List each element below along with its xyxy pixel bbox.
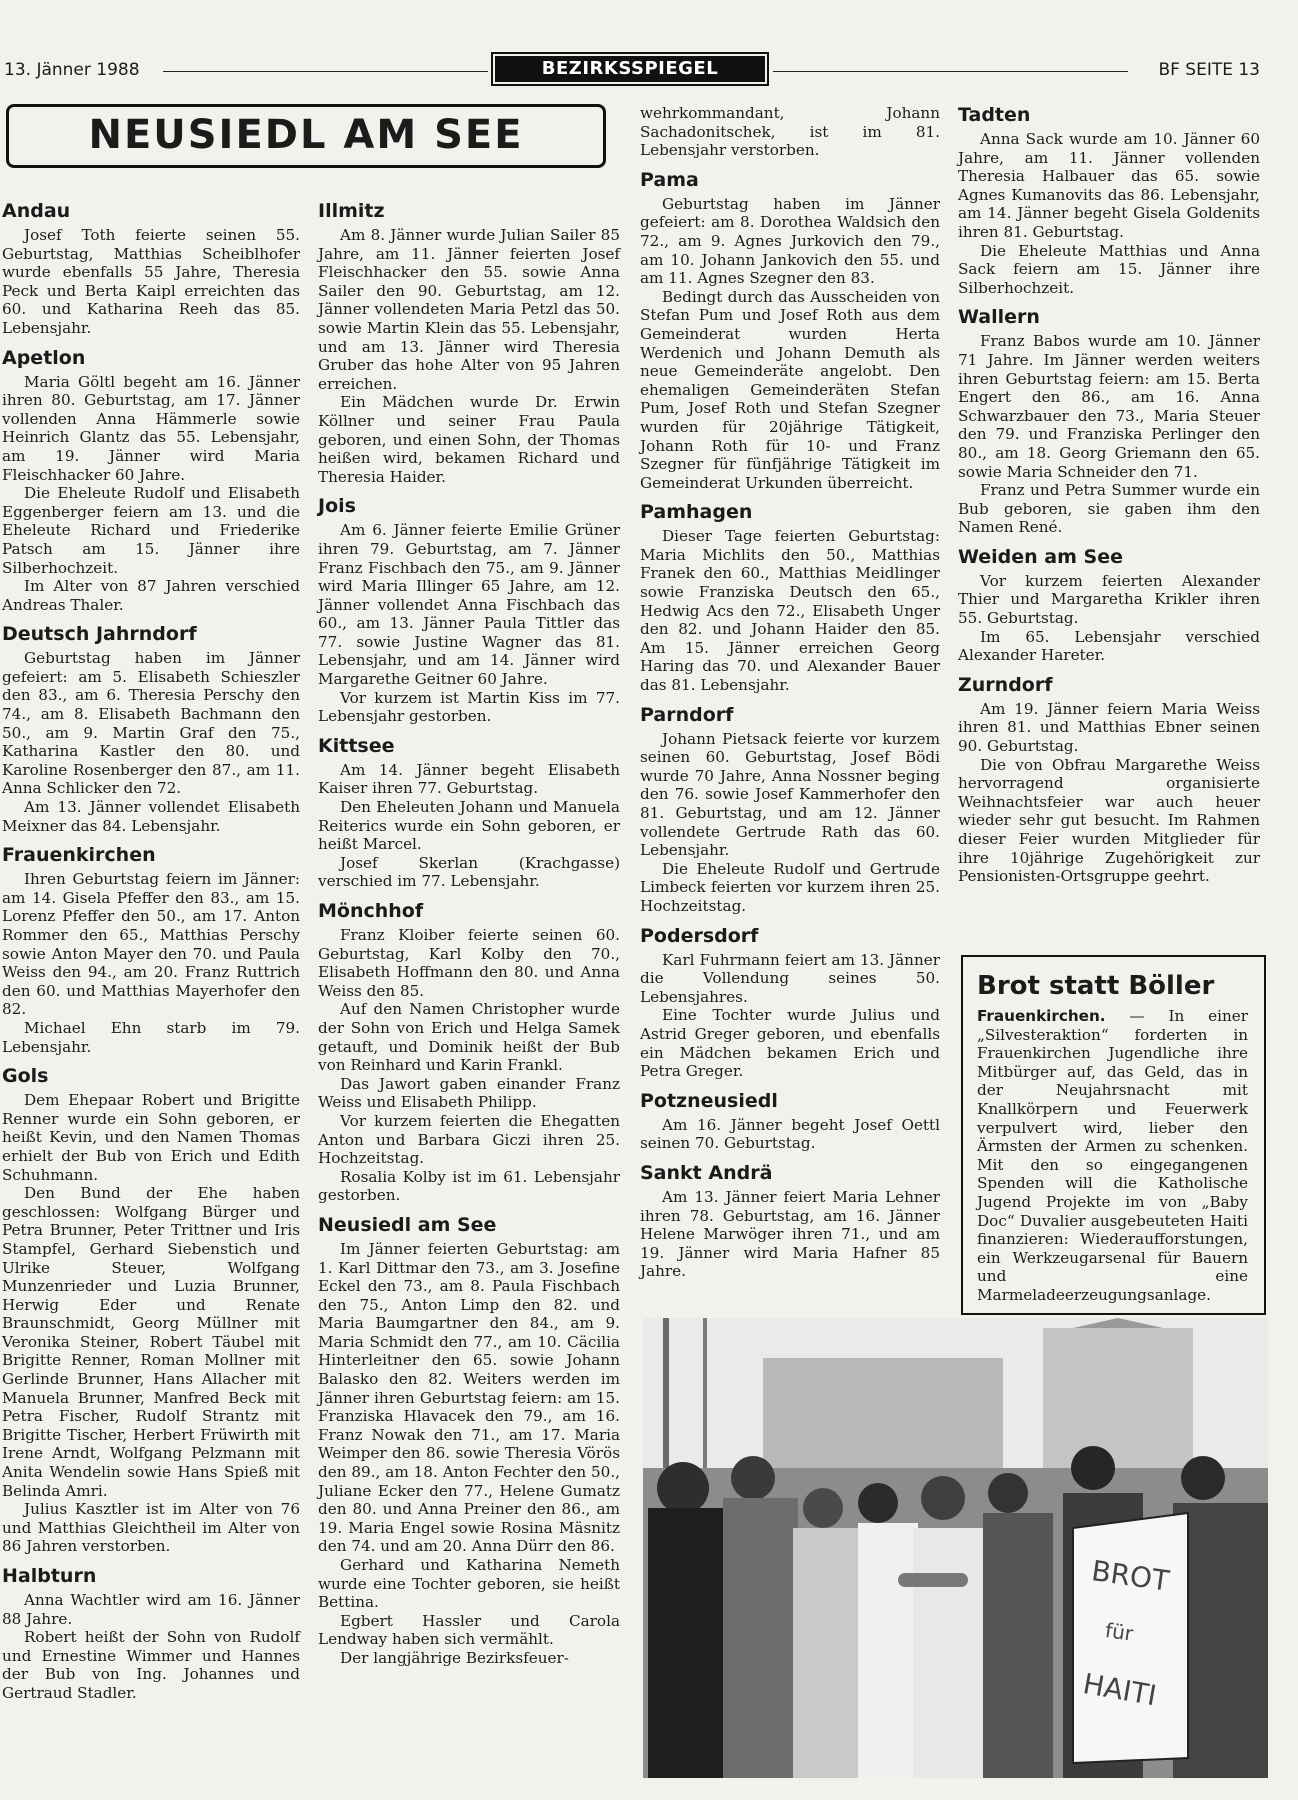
article-paragraph: Vor kurzem feierten die Ehegatten Anton und Barbara Giczi ihren 25. Hochzeitstag.	[318, 1111, 620, 1168]
article-paragraph: Michael Ehn starb im 79. Lebensjahr.	[2, 1018, 300, 1056]
header-rule-right	[773, 71, 1128, 72]
story-body	[977, 1007, 1248, 1305]
article-paragraph: Ein Mädchen wurde Dr. Erwin Köllner und seiner Frau Paula geboren, und einen Sohn, der Thomas heißen wird, bekamen Richard und Theresia Haider.	[318, 393, 620, 486]
article-paragraph: Im Jänner feierten Geburtstag: am 1. Karl Dittmar den 73., am 3. Josefine Eckel den 73., am 8. Paula Fischbach den 75., Anton Limp den 82. und Maria Baumgartner den 84., am 9. Maria Schmidt den 77., am 10. Cäcilia Hinterleitner den 65. sowie Johann Balasko den 82. Weiters werden im Jänner ihren Geburtstag feiern: am 15. Franziska Hlavacek den 79., am 16. Franz Nowak den 71., am 17. Maria Weimper den 86. sowie Theresia Vörös den 89., am 18. Anton Fechter den 50., Juliane Ecker den 77., Helene Gumatz den 80. und Anna Preiner den 86., am 19. Maria Engel sowie Rosina Mäsnitz den 74. und am 20. Anna Dürr den 86.	[318, 1239, 620, 1556]
section-heading: Illmitz	[318, 200, 385, 222]
section-label-text: BEZIRKSSPIEGEL	[495, 56, 765, 82]
article-paragraph: Egbert Hassler und Carola Lendway haben sich vermählt.	[318, 1611, 620, 1649]
article-paragraph: Der langjährige Bezirksfeuer-	[340, 1648, 569, 1667]
section-heading: Halbturn	[2, 1565, 97, 1587]
article-paragraph: Das Jawort gaben einander Franz Weiss und Elisabeth Philipp.	[318, 1074, 620, 1112]
article-paragraph: Die Eheleute Matthias und Anna Sack feiern am 15. Jänner ihre Silberhochzeit.	[958, 241, 1260, 297]
article-paragraph: Am 16. Jänner begeht Josef Oettl seinen 70. Geburtstag.	[640, 1115, 940, 1153]
article-paragraph: Josef Toth feierte seinen 55. Geburtstag, Matthias Scheiblhofer wurde ebenfalls 55 Jahre, Theresia Peck und Berta Kaipl erreichten das 60. und Katharina Reeh das 85. Lebensjahr.	[2, 226, 300, 337]
section-heading: Apetlon	[2, 346, 86, 369]
section-heading: Andau	[2, 200, 71, 222]
article-paragraph: Im 65. Lebensjahr verschied Alexander Hareter.	[958, 627, 1260, 665]
section-heading: Weiden am See	[958, 545, 1123, 568]
article-paragraph: Franz und Petra Summer wurde ein Bub geboren, sie gaben ihm den Namen René.	[958, 481, 1260, 537]
article-paragraph: Am 6. Jänner feierte Emilie Grüner ihren 79. Geburtstag, am 7. Jänner Franz Fischbach den 75., am 9. Jänner wird Maria Illinger 65 Jahre, am 12. Jänner vollendet Anna Fischbach das 60., am 13. Jänner Paula Tittler das 77. sowie Justine Wagner das 81. Lebensjahr, und am 14. Jänner wird Margarethe Geitner 60 Jahre.	[318, 521, 620, 689]
article-paragraph: Die Eheleute Rudolf und Gertrude Limbeck feierten vor kurzem ihren 25. Hochzeitstag.	[640, 859, 940, 915]
sign-text-brot: BROT	[1089, 1554, 1172, 1598]
article-paragraph: Anna Wachtler wird am 16. Jänner 88 Jahre.	[2, 1591, 300, 1628]
article-paragraph: Am 19. Jänner feiern Maria Weiss ihren 81. und Matthias Ebner seinen 90. Geburtstag.	[958, 699, 1260, 756]
section-heading: Podersdorf	[640, 924, 759, 947]
article-paragraph: Gerhard und Katharina Nemeth wurde eine Tochter geboren, sie heißt Bettina.	[318, 1556, 620, 1612]
section-heading: Deutsch Jahrndorf	[2, 623, 197, 646]
article-paragraph: Die von Obfrau Margarethe Weiss hervorragend organisierte Weihnachtsfeier war auch heuer wieder sehr gut besucht. Im Rahmen dieser Feier wurden Mitglieder für ihre 10jährige Zugehörigkeit zur Pensionisten-Ortsgruppe geehrt.	[958, 755, 1260, 886]
section-heading: Sankt Andrä	[640, 1161, 773, 1184]
section-heading: Kittsee	[318, 734, 395, 757]
article-paragraph: Anna Sack wurde am 10. Jänner 60 Jahre, am 11. Jänner vollenden Theresia Halbauer das 65. sowie Agnes Kumanovits das 86. Lebensjahr, am 14. Jänner begeht Gisela Goldenits ihren 81. Geburtstag.	[958, 130, 1260, 241]
column-4	[958, 104, 1260, 886]
section-heading: Mönchhof	[318, 900, 424, 922]
section-heading: Tadten	[958, 104, 1031, 126]
column-3	[640, 104, 940, 1281]
article-paragraph: Ihren Geburtstag feiern im Jänner: am 14. Gisela Pfeffer den 83., am 15. Lorenz Pfeffer den 50., am 17. Anton Rommer den 65., Matthias Perschy sowie Anton Mayer den 70. und Paula Weiss den 94., am 20. Franz Ruttrich den 60. und Matthias Mayerhofer den 82.	[2, 870, 300, 1019]
column-1	[2, 200, 300, 1703]
article-paragraph: Josef Skerlan (Krachgasse) verschied im 77. Lebensjahr.	[318, 853, 620, 891]
region-banner: NEUSIEDL AM SEE	[6, 104, 606, 168]
section-heading: Zurndorf	[958, 673, 1053, 696]
article-paragraph: Am 8. Jänner wurde Julian Sailer 85 Jahre, am 11. Jänner feierten Josef Fleischhacker den 55. sowie Anna Sailer den 90. Geburtstag, am 12. Jänner vollendeten Maria Petzl das 50. sowie Martin Klein das 55. Lebensjahr, und am 13. Jänner wird Theresia Gruber das hohe Alter von 95 Jahren erreichen.	[318, 226, 620, 393]
article-paragraph: Auf den Namen Christopher wurde der Sohn von Erich und Helga Samek getauft, und Dominik heißt der Bub von Reinhard und Karin Frankl.	[318, 1000, 620, 1075]
section-heading: Frauenkirchen	[2, 844, 156, 867]
section-heading: Pama	[640, 168, 699, 191]
article-paragraph: Am 13. Jänner vollendet Elisabeth Meixner das 84. Lebensjahr.	[2, 798, 300, 835]
article-paragraph: Den Eheleuten Johann und Manuela Reiterics wurde ein Sohn geboren, er heißt Marcel.	[318, 798, 620, 854]
article-paragraph: Am 13. Jänner feiert Maria Lehner ihren 78. Geburtstag, am 16. Jänner Helene Marwöger ihren 71., und am 19. Jänner wird Maria Hafner 85 Jahre.	[640, 1187, 940, 1281]
story-dateline: Frauenkirchen.	[977, 1007, 1106, 1025]
article-paragraph: Karl Fuhrmann feiert am 13. Jänner die Vollendung seines 50. Lebensjahres.	[640, 950, 940, 1006]
sign-text-haiti: HAITI	[1080, 1667, 1159, 1713]
section-heading: Wallern	[958, 306, 1040, 329]
article-paragraph: Die Eheleute Rudolf und Elisabeth Eggenberger feiern am 13. und die Eheleute Richard und Friederike Patsch am 15. Jänner ihre Silberhochzeit.	[2, 484, 300, 577]
section-heading: Parndorf	[640, 703, 734, 726]
section-heading: Gols	[2, 1065, 49, 1088]
article-paragraph: Eine Tochter wurde Julius und Astrid Greger geboren, und ebenfalls ein Mädchen bekamen Erich und Petra Greger.	[640, 1006, 940, 1081]
article-paragraph: wehrkommandant, Johann Sachadonitschek, ist im 81. Lebensjahr verstorben.	[640, 104, 940, 160]
sidebar-story	[961, 955, 1266, 1315]
header-rule-left	[163, 71, 488, 72]
article-paragraph: Vor kurzem feierten Alexander Thier und Margaretha Krikler ihren 55. Geburtstag.	[958, 571, 1260, 628]
story-text: — In einer „Silvesteraktion“ forderten in Frauenkirchen Jugendliche ihre Mitbürger auf, das Geld, das in der Neujahrsnacht mit Knallkörpern und Feuerwerk verpulvert wird, lieber den Ärmsten der Armen zu schenken. Mit den so eingegangenen Spenden will die Katholische Jugend Projekte im von „Baby Doc“ Duvalier ausgebeuteten Haiti finanzieren: Wiederaufforstungen, ein Werkzeugarsenal für Bauern und eine Marmeladeerzeugungsanlage.	[977, 1007, 1248, 1304]
article-paragraph: Den Bund der Ehe haben geschlossen: Wolfgang Bürger und Petra Brunner, Peter Trittner und Iris Stampfel, Gerhard Siebenstich und Ulrike Steuer, Wolfgang Munzenrieder und Luzia Brunner, Herwig Eder und Renate Braunschmidt, Georg Müllner mit Veronika Steiner, Robert Täubel mit Brigitte Renner, Roman Mollner mit Gerlinde Brunner, Hans Allacher mit Manuela Brunner, Manfred Beck mit Petra Fischer, Rudolf Strantz mit Brigitte Tischer, Herbert Früwirth mit Irene Arndt, Wolfgang Pelzmann mit Anita Wendelin sowie Hans Spieß mit Belinda Amri.	[2, 1184, 300, 1500]
page-number: BF SEITE 13	[1158, 60, 1260, 80]
section-heading: Neusiedl am See	[318, 1213, 497, 1236]
article-paragraph: Dieser Tage feierten Geburtstag: Maria Michlits den 50., Matthias Franek den 60., Matthias Meidlinger sowie Franziska Deutsch den 65., Hedwig Acs den 72., Elisabeth Unger den 82. und Johann Haider den 85. Am 15. Jänner erreichen Georg Haring das 70. und Alexander Bauer das 81. Lebensjahr.	[640, 527, 940, 695]
article-paragraph: Am 14. Jänner begeht Elisabeth Kaiser ihren 77. Geburtstag.	[318, 760, 620, 798]
article-paragraph: Franz Kloiber feierte seinen 60. Geburtstag, Karl Kolby den 70., Elisabeth Hoffmann den 80. und Anna Weiss den 85.	[318, 926, 620, 1000]
article-paragraph: Geburtstag haben im Jänner gefeiert: am 5. Elisabeth Schieszler den 83., am 6. Theresia Perschy den 74., am 8. Elisabeth Bachmann den 50., am 9. Martin Graf den 75., Katharina Kastler den 80. und Karoline Rosenberger den 87., am 11. Anna Schlicker den 72.	[2, 649, 300, 798]
section-heading: Potzneusiedl	[640, 1089, 778, 1112]
column-2	[318, 200, 620, 1668]
article-paragraph: Johann Pietsack feierte vor kurzem seinen 60. Geburtstag, Josef Bödi wurde 70 Jahre, Anna Nossner beging den 76. sowie Josef Kammerhofer den 81. Geburtstag, und am 12. Jänner vollendete Gertrude Rath das 60. Lebensjahr.	[640, 729, 940, 860]
article-paragraph: Vor kurzem ist Martin Kiss im 77. Lebensjahr gestorben.	[318, 688, 620, 726]
section-heading: Pamhagen	[640, 501, 753, 524]
article-paragraph: Rosalia Kolby ist im 61. Lebensjahr gestorben.	[318, 1167, 620, 1205]
sign-text-fuer: für	[1103, 1618, 1135, 1646]
article-paragraph: Dem Ehepaar Robert und Brigitte Renner wurde ein Sohn geboren, er heißt Kevin, und den Namen Thomas erhielt der Bub von Erich und Edith Schuhmann.	[2, 1091, 300, 1184]
story-title: Brot statt Böller	[977, 971, 1215, 1001]
article-paragraph: Franz Babos wurde am 10. Jänner 71 Jahre. Im Jänner werden weiters ihren Geburtstag feiern: am 15. Berta Engert den 86., am 16. Anna Schwarzbauer den 73., Maria Steuer den 79. und Franziska Perlinger den 80., am 18. Georg Griemann den 65. sowie Maria Schneider den 71.	[958, 332, 1260, 481]
article-paragraph: Im Alter von 87 Jahren verschied Andreas Thaler.	[2, 577, 300, 614]
article-paragraph: Julius Kasztler ist im Alter von 76 und Matthias Gleichtheil im Alter von 86 Jahren verstorben.	[2, 1500, 300, 1556]
article-paragraph: Robert heißt der Sohn von Rudolf und Ernestine Wimmer und Hannes der Bub von Ing. Johannes und Gertraud Stadler.	[2, 1628, 300, 1702]
article-paragraph: Bedingt durch das Ausscheiden von Stefan Pum und Josef Roth aus dem Gemeinderat wurden Herta Werdenich und Johann Demuth als neue Gemeinderäte angelobt. Den ehemaligen Gemeinderäten Stefan Pum, Josef Roth und Stefan Szegner wurden für 20jährige Tätigkeit, Johann Roth für 10- und Franz Szegner für fünfjährige Tätigkeit im Gemeinderat Urkunden überreicht.	[640, 287, 940, 492]
article-paragraph: Geburtstag haben im Jänner gefeiert: am 8. Dorothea Waldsich den 72., am 9. Agnes Jurkovich den 79., am 10. Johann Jankovich den 55. und am 11. Agnes Szegner den 83.	[640, 194, 940, 288]
issue-date: 13. Jänner 1988	[4, 60, 140, 80]
photo-illustration	[643, 1318, 1268, 1778]
news-photo	[643, 1318, 1268, 1778]
section-heading: Jois	[318, 495, 356, 518]
article-paragraph: Maria Göltl begeht am 16. Jänner ihren 80. Geburtstag, am 17. Jänner vollenden Anna Hämmerle sowie Heinrich Glantz das 55. Lebensjahr, am 19. Jänner wird Maria Fleischhacker 60 Jahre.	[2, 372, 300, 484]
section-label	[491, 52, 769, 86]
